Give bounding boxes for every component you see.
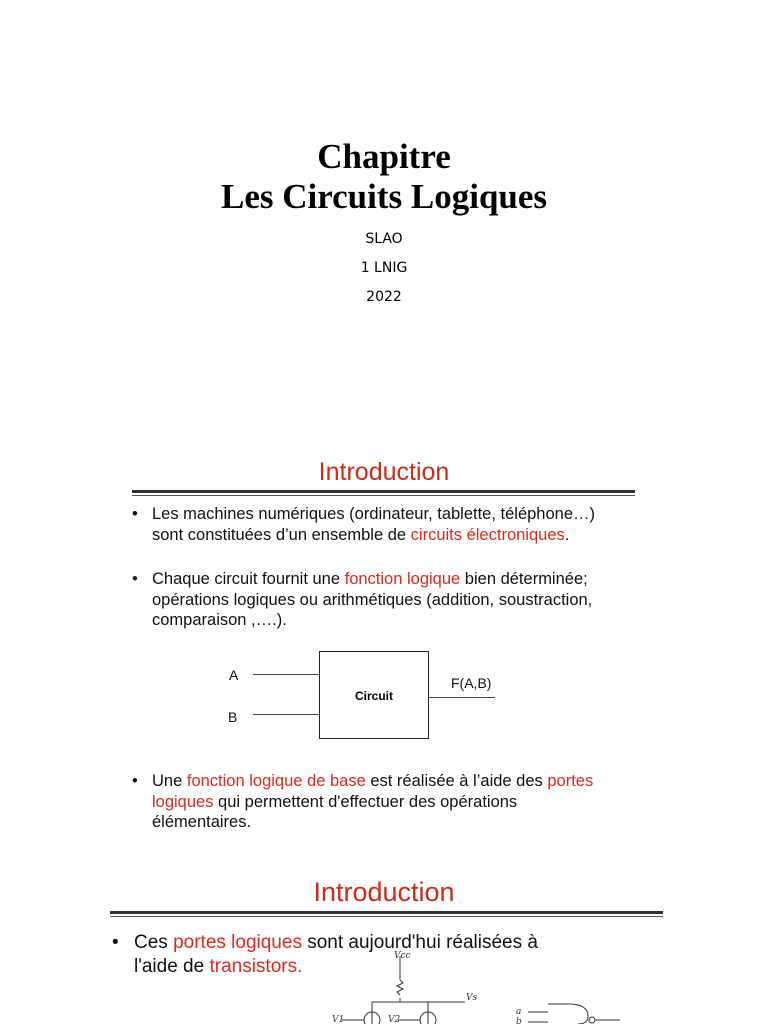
slide1-bullet-1 [132,504,652,545]
author-label: SLAO [365,231,403,247]
highlight-text: logiques [152,792,214,811]
slide1-bullet-2 [132,569,652,631]
bullet3-line3: élémentaires. [152,813,252,831]
bullet-dot: • [132,570,138,588]
output-wire [429,697,495,698]
chapter-title: Les Circuits Logiques [220,177,548,216]
bullet3-line2: logiques qui permettent d'effectuer des opérations [152,792,518,811]
highlight-text: fonction logique de base [186,772,366,790]
circuit-block-label: Circuit [354,689,393,703]
input-a-label: A [229,667,239,683]
slide1-rule [132,490,635,493]
highlight-text: fonction logique [344,570,461,588]
bullet-dot: • [132,505,138,523]
bullet2-line2: opérations logiques ou arithmétiques (addition, soustraction, [152,590,593,609]
year-label: 2022 [366,289,402,305]
vs-label: Vs [466,993,478,1003]
slide2-rule-thin [110,916,663,917]
bullet-dot: • [132,772,138,790]
output-label: F(A,B) [451,675,492,691]
vcc-label: Vcc [394,951,411,961]
highlight-text: transistors. [209,956,303,977]
slide1-heading: Introduction [318,458,450,486]
nand-gate-icon [528,1004,620,1024]
class-label: 1 LNIG [360,260,408,276]
bullet2-line3: comparaison ,….). [152,611,287,629]
bullet3-line1: Une fonction logique de base est réalisée à l’aide des portes [152,772,594,790]
bullet1-line1: Les machines numériques (ordinateur, tablette, téléphone…) [152,505,596,523]
highlight-text: portes [547,772,594,790]
slide1-bullet-3 [132,771,652,833]
chapter-label: Chapitre [317,137,451,176]
highlight-text: circuits électroniques [410,525,565,544]
input-b-label: B [228,709,238,725]
slide2-rule [110,911,663,914]
input-a-wire [253,674,319,675]
slide2-bullet-line1: Ces portes logiques sont aujourd'hui réalisées à [134,932,538,953]
gate-input-a-label: a [516,1007,522,1017]
slide2-bullet-line2: l'aide de transistors. [134,956,303,977]
slide1-rule-thin [132,495,635,496]
v1-label: V1 [332,1015,345,1024]
highlight-text: portes logiques [173,932,302,953]
schematic-lines [342,956,465,1024]
v2-label: V2 [388,1015,401,1024]
bullet2-line1: Chaque circuit fournit une fonction logique bien déterminée; [152,570,588,588]
bullet-dot: • [112,932,119,953]
transistor-schematic [320,950,660,1024]
input-b-wire [253,714,319,715]
slide2-heading: Introduction [313,877,455,907]
bullet1-line2: sont constituées d’un ensemble de circuits électroniques. [152,525,570,544]
circuit-block [319,651,429,739]
gate-input-b-label: b [516,1017,522,1024]
